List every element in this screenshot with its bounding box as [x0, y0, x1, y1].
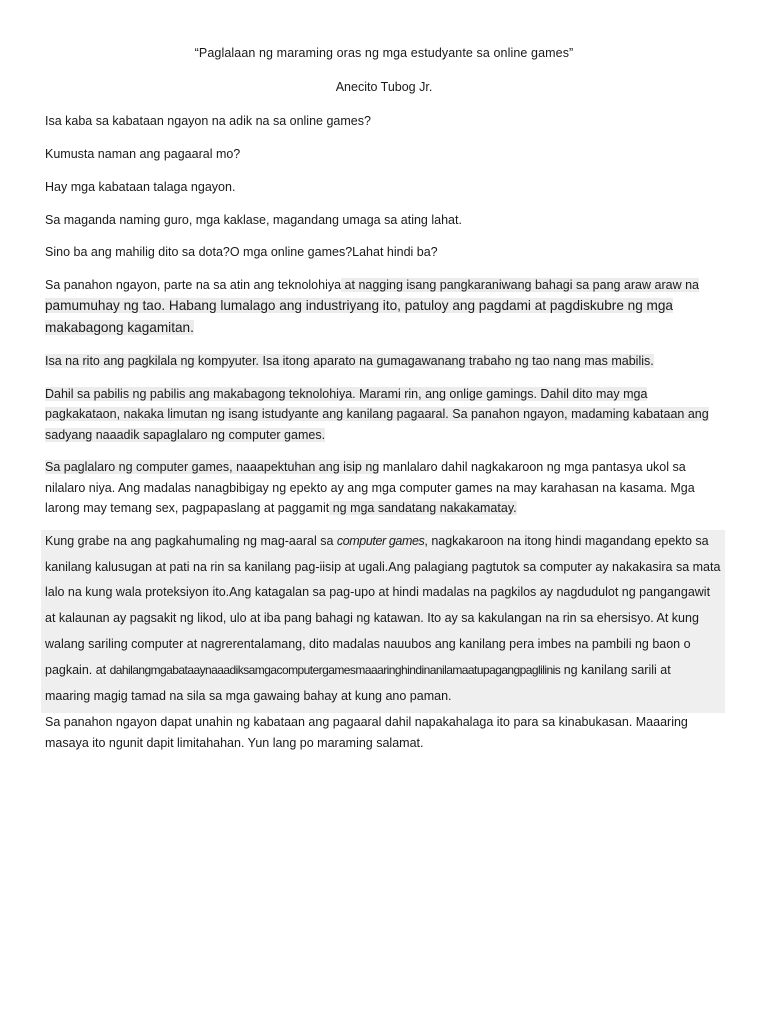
- paragraph-10-line-1a: Kung grabe na ang pagkahumaling ng mag-aaral sa: [45, 534, 337, 548]
- paragraph-10-line-6c: ng kanilang sarili at: [560, 663, 671, 677]
- paragraph-10-line-1c: , nagkakaroon na itong hindi magandang epekto sa: [424, 534, 709, 548]
- paragraph-9-line-1: [45, 460, 686, 474]
- paragraph-9-line-2: nilalaro niya. Ang madalas nanagbibigay ng epekto ay ang mga computer games na may karahasan na kasama. Mga: [45, 481, 695, 495]
- paragraph-1: Isa kaba sa kabataan ngayon na adik na sa online games?: [45, 114, 371, 128]
- paragraph-6-line-1a: Sa panahon ngayon, parte na sa atin ang teknolohiya: [45, 278, 342, 292]
- paragraph-10-line-6: [45, 663, 671, 677]
- paragraph-10-line-2: kanilang kalusugan at pati na rin sa kanilang pag-iisip at ugali.Ang palagiang pagtutok sa computer ay nakakasira sa mata: [45, 560, 721, 574]
- paragraph-7: Isa na rito ang pagkilala ng kompyuter. Isa itong aparato na gumagawanang trabaho ng tao nang mas mabilis.: [45, 354, 654, 368]
- paragraph-6-line-1b: at nagging isang pangkaraniwang bahagi sa pang araw araw na: [341, 278, 699, 292]
- paragraph-8-line-1: Dahil sa pabilis ng pabilis ang makabagong teknolohiya. Marami rin, ang onlige gamings. Dahil dito may mga: [45, 387, 648, 401]
- paragraph-2: Kumusta naman ang pagaaral mo?: [45, 147, 241, 161]
- paragraph-9-line-3b: ng mga sandatang nakakamatay.: [329, 501, 517, 515]
- paragraph-10-line-3: lalo na kung wala proteksiyon ito.Ang katagalan sa pag-upo at hindi madalas na pagkilos ay nagdudulot ng pangangawit: [45, 585, 711, 599]
- paragraph-9-line-3: [45, 501, 517, 515]
- paragraph-11-line-2: masaya ito ngunit dapit limitahahan. Yun lang po maraming salamat.: [45, 736, 424, 750]
- paragraph-4: Sa maganda naming guro, mga kaklase, magandang umaga sa ating lahat.: [45, 213, 462, 227]
- paragraph-8-line-3: sadyang naaadik sapaglalaro ng computer games.: [45, 428, 326, 442]
- paragraph-10-line-6b: dahilangmgabataaynaaadiksamgacomputergamesmaaaringhindinanilamaatupagangpaglilinis: [109, 663, 561, 677]
- paragraph-8-line-2: pagkakataon, nakaka limutan ng isang istudyante ang kanilang pagaaral. Sa panahon ngayon, madaming kabataan ang: [45, 407, 709, 421]
- paragraph-6-line-1: [45, 278, 699, 292]
- paragraph-6-line-2: pamumuhay ng tao. Habang lumalago ang industriyang ito, patuloy ang pagdami at pagdiskubre ng mga: [45, 298, 673, 313]
- document-title: “Paglalaan ng maraming oras ng mga estudyante sa online games”: [194, 46, 574, 60]
- paragraph-9-line-1b: manlalaro dahil nagkakaroon ng mga pantasya ukol sa: [379, 460, 686, 474]
- paragraph-11-line-1: Sa panahon ngayon dapat unahin ng kabataan ang pagaaral dahil napakahalaga ito para sa kinabukasan. Maaaring: [45, 715, 688, 729]
- paragraph-6-line-3: makabagong kagamitan.: [45, 320, 194, 335]
- document-author: Anecito Tubog Jr.: [335, 80, 433, 94]
- paragraph-10-line-5: walang sariling computer at nagrerentalamang, dito madalas nauubos ang kanilang pera imbes na pambili ng baon o: [45, 637, 691, 651]
- paragraph-10-line-4: at kalaunan ay pagsakit ng likod, ulo at iba pang bahagi ng katawan. Ito ay sa kakulangan na rin sa ehersisyo. At kung: [45, 611, 699, 625]
- paragraph-3: Hay mga kabataan talaga ngayon.: [45, 180, 236, 194]
- paragraph-5: Sino ba ang mahilig dito sa dota?O mga online games?Lahat hindi ba?: [45, 245, 438, 259]
- paragraph-10-line-1b: computer games: [336, 534, 425, 548]
- paragraph-10-line-6a: pagkain. at: [45, 663, 110, 677]
- paragraph-10-line-1: [45, 534, 709, 548]
- paragraph-9-line-1a: Sa paglalaro ng computer games, naaapektuhan ang isip ng: [45, 460, 380, 474]
- paragraph-9-line-3a: larong may temang sex, pagpapaslang at paggamit: [45, 501, 330, 515]
- paragraph-10-line-7: maaring magig tamad na sila sa mga gawaing bahay at kung ano paman.: [45, 689, 452, 703]
